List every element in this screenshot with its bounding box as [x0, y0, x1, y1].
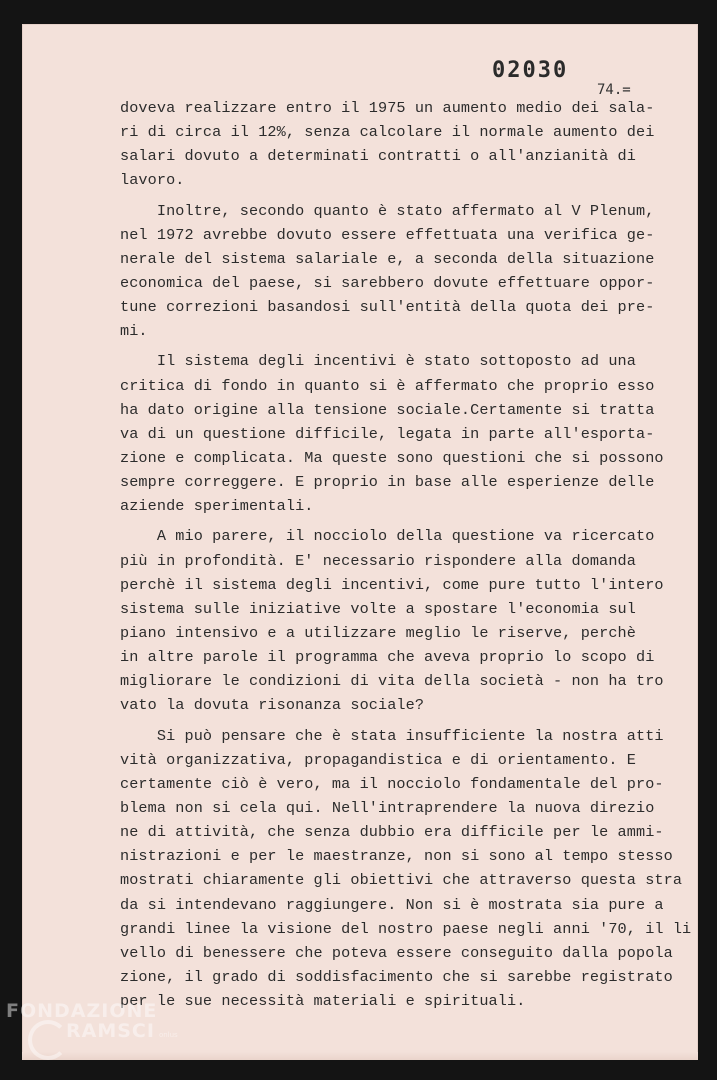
text-line: vato la dovuta risonanza sociale? — [120, 696, 425, 715]
text-line: certamente ciò è vero, ma il nocciolo fondamentale del pro- — [120, 774, 664, 793]
text-line: sempre correggere. E proprio in base alle esperienze delle — [120, 473, 655, 492]
text-line: nistrazioni e per le maestranze, non si sono al tempo stesso — [120, 847, 673, 866]
typed-text-body — [120, 96, 692, 1013]
text-line: in altre parole il programma che aveva proprio lo scopo di — [120, 648, 655, 667]
text-line: vità organizzativa, propagandistica e di orientamento. E — [120, 750, 636, 769]
watermark-line1: FONDAZIONE — [6, 1000, 158, 1022]
text-line: Il sistema degli incentivi è stato sottoposto ad una — [120, 352, 636, 371]
text-line: critica di fondo in quanto si è affermato che proprio esso — [120, 376, 655, 395]
page-number: 74.= — [597, 82, 631, 98]
watermark-line2-text: RAMSCI — [66, 1020, 155, 1042]
text-line: blema non si cela qui. Nell'intraprendere la nuova direzio — [120, 798, 655, 817]
text-line: ha dato origine alla tensione sociale.Certamente si tratta — [120, 400, 655, 419]
text-line: migliorare le condizioni di vita della società - non ha tro — [120, 672, 664, 691]
text-line: sistema sulle iniziative volte a spostare l'economia sul — [120, 599, 636, 618]
document-page — [22, 24, 698, 1060]
text-line: mostrati chiaramente gli obiettivi che attraverso questa stra — [120, 871, 683, 890]
text-line: piano intensivo e a utilizzare meglio le riserve, perchè — [120, 623, 636, 642]
text-line: doveva realizzare entro il 1975 un aumento medio dei sala- — [120, 99, 655, 117]
watermark-line2 — [66, 1020, 178, 1042]
text-line: più in profondità. E' necessario rispondere alla domanda — [120, 551, 636, 570]
text-line: A mio parere, il nocciolo della questione va ricercato — [120, 527, 655, 546]
text-line: zione, il grado di soddisfacimento che si sarebbe registrato — [120, 967, 673, 986]
text-line: salari dovuto a determinati contratti o all'anzianità di — [120, 147, 636, 166]
text-line: grandi linee la visione del nostro paese negli anni '70, il li — [120, 919, 692, 938]
text-line: zione e complicata. Ma queste sono questioni che si possono — [120, 448, 664, 467]
gramsci-logo-g-icon — [28, 1020, 68, 1060]
text-line: lavoro. — [120, 171, 185, 190]
text-line: va di un questione difficile, legata in parte all'esporta- — [120, 424, 655, 443]
text-line: nel 1972 avrebbe dovuto essere effettuata una verifica ge- — [120, 225, 655, 244]
text-line: nerale del sistema salariale e, a seconda della situazione — [120, 249, 655, 268]
text-line: per le sue necessità materiali e spirituali. — [120, 992, 526, 1011]
fondazione-gramsci-watermark — [6, 1000, 178, 1042]
text-line: mi. — [120, 322, 148, 341]
text-line: vello di benessere che poteva essere conseguito dalla popola — [120, 943, 673, 962]
watermark-onlus: onlus — [158, 1031, 178, 1039]
text-line: da si intendevano raggiungere. Non si è mostrata sia pure a — [120, 895, 664, 914]
text-line: aziende sperimentali. — [120, 497, 314, 516]
text-line: Inoltre, secondo quanto è stato affermato al V Plenum, — [120, 201, 655, 220]
text-line: ri di circa il 12%, senza calcolare il normale aumento dei — [120, 123, 655, 142]
text-line: economica del paese, si sarebbero dovute effettuare oppor- — [120, 273, 655, 292]
text-line: tune correzioni basandosi sull'entità della quota dei pre- — [120, 298, 655, 317]
text-line: perchè il sistema degli incentivi, come pure tutto l'intero — [120, 575, 664, 594]
text-line: Si può pensare che è stata insufficiente la nostra atti — [120, 726, 664, 745]
document-number: 02030 — [492, 58, 569, 83]
text-line: ne di attività, che senza dubbio era difficile per le ammi- — [120, 823, 664, 842]
